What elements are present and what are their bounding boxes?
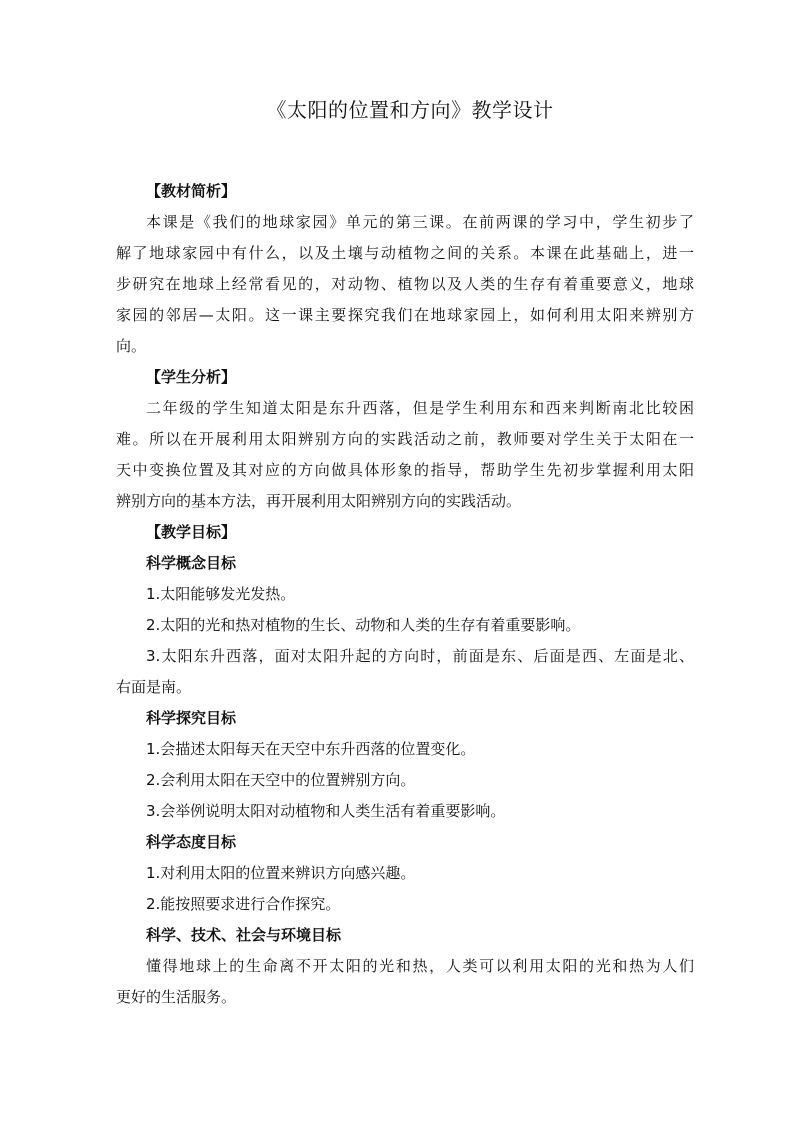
paragraph-line: 天中变换位置及其对应的方向做具体形象的指导，帮助学生先初步掌握利用太阳 [116, 461, 694, 479]
paragraph-line: 难。所以在开展利用太阳辨别方向的实践活动之前，教师要对学生关于太阳在一 [116, 430, 694, 448]
paragraph-line: 步研究在地球上经常看见的，对动物、植物以及人类的生存有着重要意义，地球 [116, 275, 694, 293]
section-heading-goals: 【教学目标】 [146, 523, 237, 541]
list-item: 1.太阳能够发光发热。 [146, 585, 296, 603]
document-title: 《太阳的位置和方向》教学设计 [266, 98, 554, 122]
list-item: 2.会利用太阳在天空中的位置辨别方向。 [146, 771, 416, 789]
paragraph-line: 更好的生活服务。 [116, 988, 237, 1006]
document-body [116, 176, 694, 1013]
paragraph-line: 家园的邻居—太阳。这一课主要探究我们在地球家园上，如何利用太阳来辨别方 [116, 306, 694, 324]
subheading-attitude: 科学态度目标 [146, 833, 237, 851]
paragraph-line: 解了地球家园中有什么，以及土壤与动植物之间的关系。本课在此基础上，进一 [116, 244, 694, 262]
subheading-concept: 科学概念目标 [146, 554, 237, 572]
list-item-continuation: 右面是南。 [116, 678, 192, 696]
list-item: 1.对利用太阳的位置来辨识方向感兴趣。 [146, 864, 416, 882]
paragraph-line: 本课是《我们的地球家园》单元的第三课。在前两课的学习中，学生初步了 [146, 213, 694, 231]
subheading-inquiry: 科学探究目标 [146, 709, 237, 727]
subheading-stse: 科学、技术、社会与环境目标 [146, 926, 342, 944]
list-item: 2.太阳的光和热对植物的生长、动物和人类的生存有着重要影响。 [146, 616, 581, 634]
list-item: 3.会举例说明太阳对动植物和人类生活有着重要影响。 [146, 802, 506, 820]
paragraph-line: 懂得地球上的生命离不开太阳的光和热，人类可以利用太阳的光和热为人们 [146, 957, 694, 975]
section-heading-textbook: 【教材简析】 [146, 182, 237, 200]
list-item: 1.会描述太阳每天在天空中东升西落的位置变化。 [146, 740, 476, 758]
paragraph-line: 二年级的学生知道太阳是东升西落，但是学生利用东和西来判断南北比较困 [146, 399, 694, 417]
list-item: 2.能按照要求进行合作探究。 [146, 895, 341, 913]
section-heading-students: 【学生分析】 [146, 368, 237, 386]
paragraph-line: 辨别方向的基本方法，再开展利用太阳辨别方向的实践活动。 [116, 492, 522, 510]
list-item: 3.太阳东升西落，面对太阳升起的方向时，前面是东、后面是西、左面是北、 [146, 647, 694, 665]
paragraph-line: 向。 [116, 337, 147, 355]
